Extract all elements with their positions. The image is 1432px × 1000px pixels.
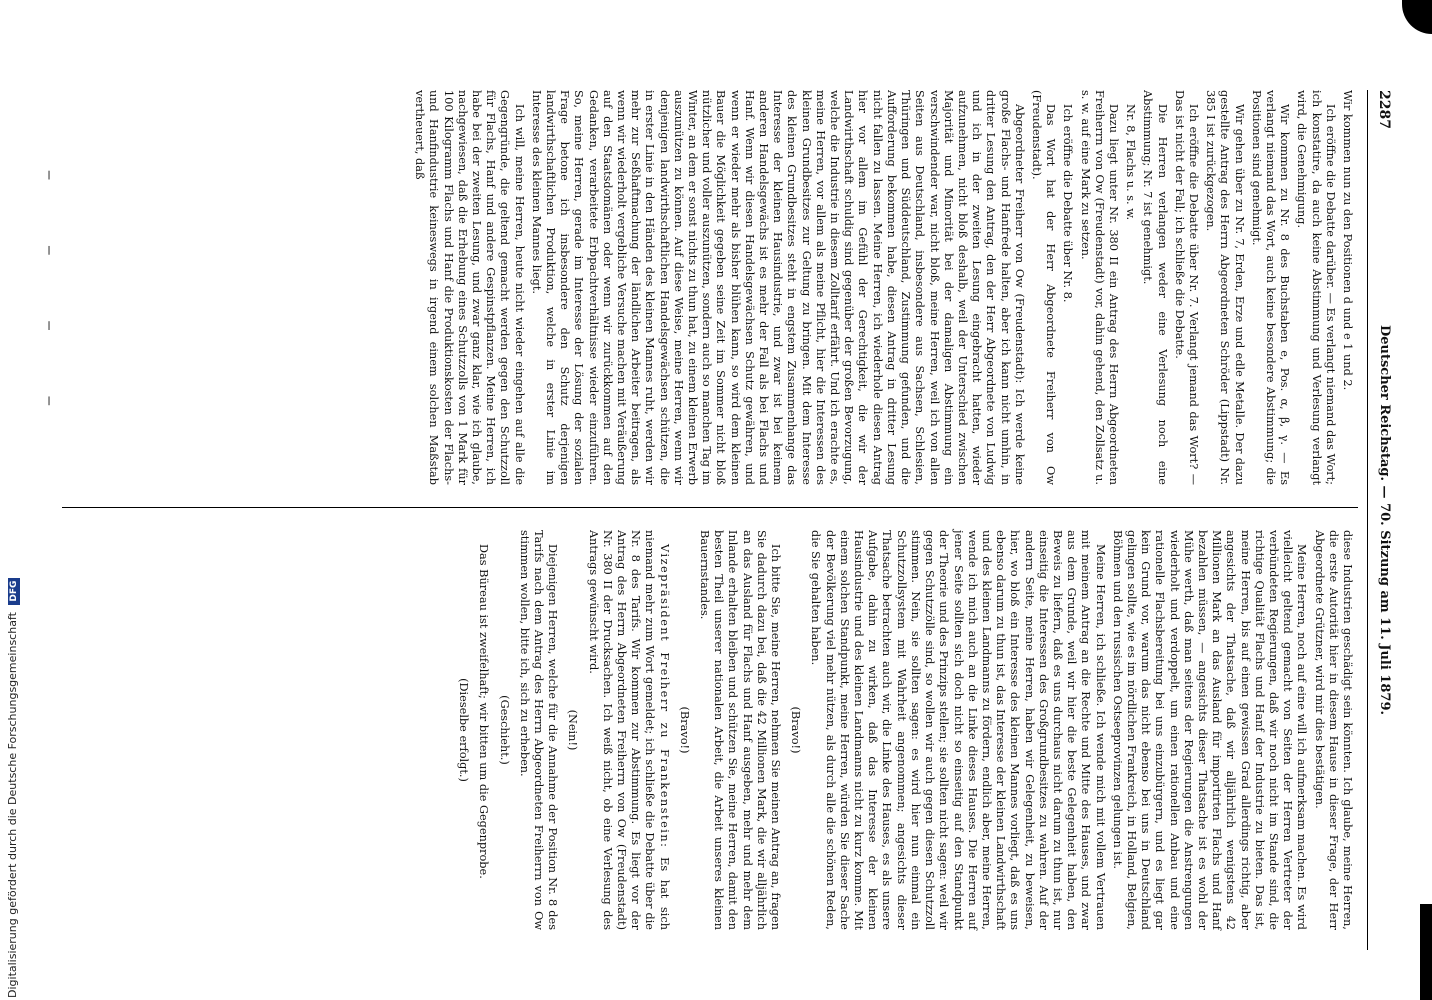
- speaker-name: Vizepräsident Freiherr zu Frankenstein:: [657, 544, 671, 849]
- running-head: [1367, 90, 1394, 950]
- paragraph: Diejenigen Herren, welche für die Annahme der Position Nr. 8 des Tarifs nach dem Antrag des Herrn Abgeordneten Freiherrn von Ow stimmen wollen, bitte ich, sich zu erheben.: [517, 530, 560, 930]
- paragraph: Ich will, meine Herren, heute nicht wieder eingehen auf alle die Gegengründe, die geltend gemacht werden gegen den Schutzzoll für Flachs, Hanf und andere Gespinstpflanzen. Meine Herren, ich habe bei der zweiten Lesung, und zwar ganz klar, wie ich glaube, nachgewiesen, daß die Erhebung eines Schutzzolls von 1 Mark für 100 Kilogramm Flachs und Hanf die Produktionskosten der Flachs- und Hanfindustrie keineswegs in irgend einem solchen Maßstab vertheuert, daß: [413, 90, 526, 485]
- paragraph: Ich eröffne die Debatte darüber. — Es verlangt niemand das Wort; ich konstatire, da auch keine Abstimmung und Verlesung verlangt wird, die Genehmigung.: [1295, 90, 1337, 485]
- stage-direction: (Bravo!): [677, 706, 691, 754]
- paragraph: Wir gehen über zu Nr. 7, Erden, Erze und edle Metalle. Der dazu gestellte Antrag des Herrn Abgeordneten Schröder (Lippstadt) Nr. 385 I ist zurückgezogen.: [1204, 90, 1246, 485]
- left-column: [62, 90, 1354, 485]
- paragraph: Meine Herren, noch auf eine will ich aufmerksam machen. Es wird vielleicht geltend gemacht von Seiten der Herren Vertreter der verbündeten Regierungen, daß wir noch nicht im Stande sind, die richtige Qualität Flachs und Hanf der Industrie zu bieten. Das ist, meine Herren, bis auf einen gewissen Grad allerdings richtig, aber angesichts der Thatsache, daß wir alljährlich wenigstens 42 Millionen Mark an das Ausland für importirten Flachs und Hanf bezahlen müssen, — angesichts dieser Thatsache ist es wohl der Mühe werth, daß man seitens der Regierungen die Anstrengungen wiederholt und verdoppelt, um einen rationellen Anbau und eine rationelle Flachsbereitung bei uns einzubürgern, und es liegt gar kein Grund vor, warum das nicht ebenso bei uns in Deutschland gelingen sollte, wie es im nördlichen Frankreich, in Holland, Belgien, Böhmen und den russischen Ostseeprovinzen gelungen ist.: [1110, 530, 1309, 930]
- paragraph: Meine Herren, ich schließe. Ich wende mich mit vollem Vertrauen mit meinem Antrag an die Rechte und Mitte des Hauses, und zwar aus dem Grunde, weil wir hier die beste Gelegenheit haben, den Beweis zu liefern, daß es uns durchaus nicht darum zu thun ist, nur einseitig die Interessen des Großgrundbesitzes zu wahren. Auf der andern Seite, meine Herren, haben wir Gelegenheit, zu beweisen, hier, wo bloß ein Interesse des kleinen Mannes vorliegt, daß es uns ebenso darum zu thun ist, das Interesse der kleinen Landwirthschaft und des kleinen Landmanns zu fördern, endlich aber, meine Herren, wende ich mich auch an die Linke dieses Hauses. Die Herren auf jener Seite sollten sich doch nicht so einseitig auf den Standpunkt der Theorie und des Prinzips stellen; sie sollten nicht sagen: weil wir gegen Schutzzölle sind, so wollen wir auch gegen diesen Schutzzoll stimmen. Nein, sie sollten sagen: es wird hier nun einmal ein Schutzzollsystem mit Wahrheit angenommen; angesichts dieser Thatsache betrachten auch wir, die Linke des Hauses, es als unsere Aufgabe, dahin zu wirken, daß das Interesse der kleinen Hausindustrie und des kleinen Landmanns nicht zu kurz komme. Mit einem solchen Standpunkt, meine Herren, würden Sie dieser Sache der Bevölkerung viel mehr nützen, als durch alle die schönen Reden, die Sie gehalten haben.: [809, 530, 1107, 930]
- paragraph: Dazu liegt unter Nr. 380 II ein Antrag des Herrn Abgeordneten Freiherrn von Ow (Freudenstadt) vor, dahin gehend, den Zollsatz u. s. w. auf eine Mark zu setzen.: [1078, 90, 1120, 485]
- speech-paragraph: [585, 530, 670, 930]
- paragraph: Das Büreau ist zweifelhaft; wir bitten um die Gegenprobe.: [477, 544, 491, 879]
- paragraph: Ich eröffne die Debatte über Nr. 8.: [1061, 104, 1075, 303]
- paragraph: Die Herren verlangen weder eine Verlesung noch eine Abstimmung; Nr. 7 ist genehmigt.: [1141, 90, 1169, 485]
- paragraph: Wir kommen zu Nr. 8 des Buchstaben e, Pos. α, β, γ. — Es verlangt niemand das Wort, auch keine besondere Abstimmung; die Positionen sind genehmigt.: [1249, 90, 1292, 485]
- paragraph: Ich eröffne die Debatte über Nr. 7. Verlangt jemand das Wort? — Das ist nicht der Fall; ich schließe die Debatte.: [1172, 90, 1200, 485]
- credit-text: Digitalisierung gefördert durch die Deutsche Forschungsgemeinschaft: [6, 612, 19, 998]
- printer-marks: ‒ ‒ ‒ ‒: [41, 170, 60, 436]
- scan-corner-shadow: [1402, 0, 1432, 34]
- paragraph: Wir kommen nun zu den Positionen d und e 1 und 2.: [1341, 90, 1354, 391]
- document-page: [22, 20, 1402, 980]
- speech-paragraph: Abgeordneter Freiherr von Ow (Freudenstadt): Ich werde keine große Flachs- und Hanfrede halten, aber ich kann nicht umhin, in dritter Lesung den Antrag, den der Herr Abgeordnete von Ludwig und ich in der zweiten Lesung eingebracht hatten, wieder aufzunehmen, nicht bloß deshalb, weil der Unterschied zwischen Majorität und Minorität bei der damaligen Abstimmung ein verschwindender war, nicht bloß, meine Herren, weil ich von allen Seiten aus Deutschland, insbesondere aus Sachsen, Schlesien, Thüringen und Süddeutschland, Zustimmung gefunden, und die Aufforderung bekommen habe, diesen Antrag in dritter Lesung nicht fallen zu lassen. Meine Herren, ich wiederhole diesen Antrag hier vor allem im Gefühl der Gerechtigkeit, die wir der Landwirthschaft schuldig sind gegenüber der großen Bevorzugung, welche die Industrie in diesem Zolltarif erfährt. Und ich erachte es, meine Herren, vor allem als meine Pflicht, hier die Interessen des kleinen Grundbesitzes zur Geltung zu bringen. Mit dem Interesse des kleinen Grundbesitzes steht in engstem Zusammenhange das Interesse der kleinen Hausindustrie, und zwar ist bei keinem anderen Handelsgewächs ist es mehr der Fall als bei Flachs und Hanf. Wenn wir diesen Handelsgewächsen Schutz gewähren, und wenn er wieder mehr als bisher blühen kann, so wird dem kleinen Bauer die Möglichkeit gegeben seine Zeit im Sommer nicht bloß nützlicher und voller auszunützen, sondern auch so manchen Tag im Winter, an dem er sonst nichts zu thun hat, zu einem kleinen Erwerb auszunützen zu können. Auf diese Weise, meine Herren, wenn wir denjenigen landwirthschaftlichen Handelsgewächsen schützen, die in erster Linie in den Händen des kleinen Mannes ruht, werden wir mehr zur Seßhaftmachung der ländlichen Arbeiter beitragen, als wenn wir wiederholt vergebliche Versuche machen mit Veräußerung auf den Staatsdomänen oder wenn wir zurückkommen auf den Gedanken, verarbeitete Erbpachtverhältnisse wieder einzuführen. So, meine Herren, gerade im Interesse der Lösung der sozialen Frage betone ich insbesondere den Schutz derjenigen landwirthschaftlichen Produktion, welche in erster Linie im Interesse des kleinen Mannes liegt.: [529, 90, 1026, 485]
- paragraph: Das Wort hat der Herr Abgeordnete Freiherr von Ow (Freudenstadt).: [1029, 90, 1058, 485]
- paragraph: diese Industrien geschädigt sein könnten. Ich glaube, meine Herren, die erste Autorität hier in diesem Hause in dieser Frage, der Herr Abgeordnete Grützner, wird mir dies bestätigen.: [1312, 530, 1354, 930]
- right-column: [62, 530, 1354, 930]
- paragraph: Ich bitte Sie, meine Herren, nehmen Sie meinen Antrag an, fragen Sie dadurch dazu bei, daß die 42 Millionen Mark, die wir alljährlich an das Ausland für Flachs und Hanf ausgeben, mehr und mehr dem Inlande erhalten bleiben und schützen Sie, meine Herren, damit den besten Theil unserer nationalen Arbeit, die Arbeit unseres kleinen Bauernstandes.: [698, 530, 783, 930]
- page-title: Deutscher Reichstag. — 70. Sitzung am 11. Juli 1879.: [1377, 324, 1392, 716]
- speech-text: Es hat sich niemand mehr zum Wort gemeldet; ich schließe die Debatte über die Nr. 8 des Tarifs. Wir kommen zur Abstimmung. Es liegt vor der Antrag des Herrn Abgeordneten Freiherrn von Ow (Freudenstadt) Nr. 380 II der Drucksachen. Ich weiß nicht, ob eine Verlesung des Antrags gewünscht wird.: [586, 530, 671, 931]
- stage-direction: (Geschieht.): [497, 695, 511, 765]
- dfg-logo-icon: DFG: [8, 578, 20, 605]
- stage-direction: (Dieselbe erfolgt.): [457, 678, 471, 782]
- digitization-credit: [6, 578, 20, 998]
- page-number: 2287: [1376, 90, 1392, 129]
- paragraph: Nr. 8, Flachs u. s. w.: [1124, 104, 1138, 221]
- stage-direction: (Bravo!): [789, 706, 803, 754]
- column-divider: [62, 507, 1358, 508]
- stage-direction: (Nein!): [566, 709, 580, 751]
- scan-edge-bar: [1420, 904, 1432, 1000]
